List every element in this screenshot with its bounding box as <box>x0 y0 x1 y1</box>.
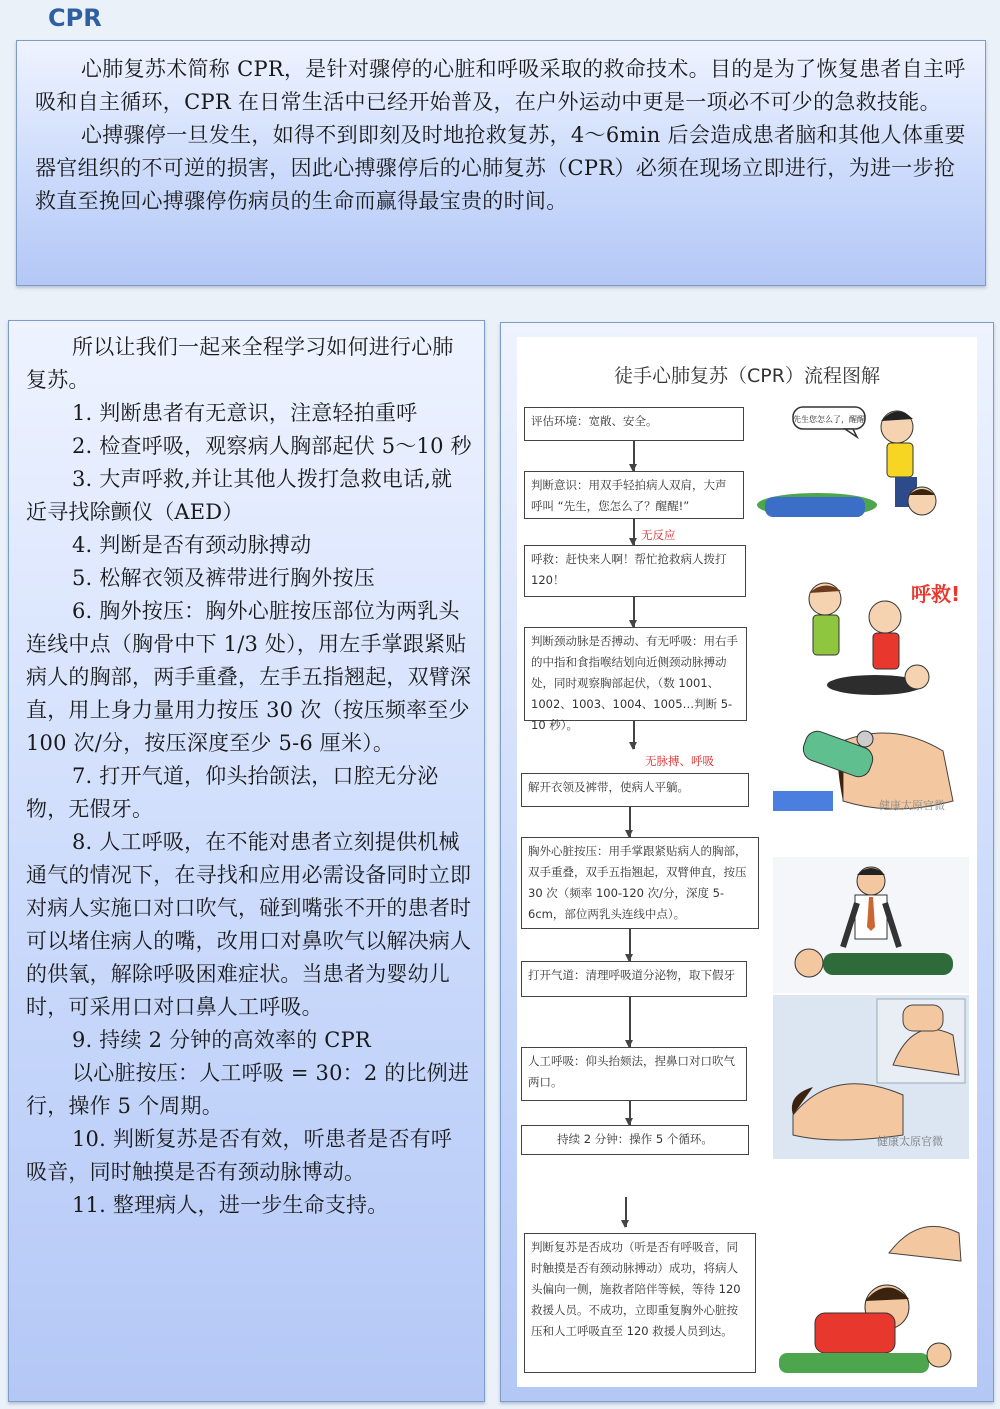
help-shout-text: 呼救! <box>911 582 961 606</box>
flow-box-call-help: 呼救：赶快来人啊！帮忙抢救病人拨打 120！ <box>524 545 746 597</box>
step-item: 8. 人工呼吸，在不能对患者立刻提供机械通气的情况下，在寻找和应用必需设备同时立即对病人实施口对口吹气，碰到嘴张不开的患者时可以堵住病人的嘴，改用口对鼻吹气以解决病人的供氧，解除呼吸困难症状。当患者为婴幼儿时，可采用口对口鼻人工呼吸。 <box>26 830 472 1019</box>
flow-arrow <box>629 929 631 961</box>
step-item: 6. 胸外按压：胸外心脏按压部位为两乳头连线中点（胸骨中下 1/3 处），用左手掌跟紧贴病人的胸部，两手重叠，左手五指翘起，双臂深直，用上身力量用力按压 30 次（按压频率至少 100 次/分，按压深度至少 5-6 厘米）。 <box>26 599 472 755</box>
flowchart-canvas <box>517 337 977 1387</box>
step-item: 11. 整理病人，进一步生命支持。 <box>72 1193 389 1217</box>
flow-box-consciousness: 判断意识：用双手轻拍病人双肩，大声呼叫 “先生，您怎么了？醒醒!” <box>524 471 744 519</box>
intro-panel <box>16 40 986 286</box>
illustration-chest-compression <box>773 857 969 993</box>
intro-paragraph: 心肺复苏术简称 CPR，是针对骤停的心脏和呼吸采取的救命技术。目的是为了恢复患者自主呼吸和自主循环，CPR 在日常生活中已经开始普及，在户外运动中更是一项必不可少的急救技能。 <box>35 57 966 114</box>
step-item: 10. 判断复苏是否有效，听患者是否有呼吸音，同时触摸是否有颈动脉博动。 <box>26 1127 453 1184</box>
flow-box-compression: 胸外心脏按压：用手掌跟紧贴病人的胸部，双手重叠，双手五指翘起，双臂伸直，按压 30 次（频率 100-120 次/分，深度 5-6cm，部位两乳头连线中点）。 <box>521 837 759 929</box>
illustration-airway-breathing <box>773 995 969 1159</box>
intro-paragraph: 心搏骤停一旦发生，如得不到即刻及时地抢救复苏，4～6min 后会造成患者脑和其他人体重要器官组织的不可逆的损害，因此心搏骤停后的心肺复苏（CPR）必须在现场立即进行，为进一步抢救直至挽回心搏骤停伤病员的生命而赢得最宝贵的时间。 <box>35 123 966 213</box>
illustration-call-help <box>785 573 961 713</box>
step-item: 1. 判断患者有无意识，注意轻拍重呼 <box>72 401 418 425</box>
flow-arrow <box>633 721 635 749</box>
speech-bubble-text: 先生您怎么了，醒醒 <box>793 415 865 424</box>
step-item: 7. 打开气道，仰头抬颌法，口腔无分泌物，无假牙。 <box>26 764 439 821</box>
flow-box-breathing: 人工呼吸：仰头抬颏法，捏鼻口对口吹气两口。 <box>521 1047 747 1101</box>
flow-arrow <box>633 519 635 545</box>
flow-arrow <box>629 807 631 837</box>
flowchart-title: 徒手心肺复苏（CPR）流程图解 <box>614 365 880 387</box>
label-no-response: 无反应 <box>641 528 676 542</box>
flow-arrow <box>629 997 631 1047</box>
step-item: 4. 判断是否有颈动脉搏动 <box>72 533 312 557</box>
step-item: 5. 松解衣领及裤带进行胸外按压 <box>72 566 375 590</box>
steps-intro: 所以让我们一起来全程学习如何进行心肺复苏。 <box>26 335 454 392</box>
flow-arrow <box>633 597 635 627</box>
flow-arrow <box>625 1197 627 1227</box>
flow-box-continue: 持续 2 分钟：操作 5 个循环。 <box>521 1125 749 1155</box>
flow-box-assess-success: 判断复苏是否成功（听是否有呼吸音，同时触摸是否有颈动脉搏动）成功，将病人头偏向一侧，施救者陪伴等候，等待 120 救援人员。不成功，立即重复胸外心脏按压和人工呼吸直至 120 救援人员到达。 <box>524 1233 756 1373</box>
flow-box-pulse-check: 判断颈动脉是否搏动、有无呼吸：用右手的中指和食指喉结划向近侧颈动脉搏动处，同时观察胸部起伏，（数 1001、1002、1003、1004、1005…判断 5-10 秒）。 <box>524 627 747 721</box>
step-item: 以心脏按压：人工呼吸 = 30：2 的比例进行，操作 5 个周期。 <box>26 1061 470 1118</box>
label-no-pulse: 无脉搏、呼吸 <box>645 754 714 768</box>
step-item: 9. 持续 2 分钟的高效率的 CPR <box>72 1028 371 1052</box>
flow-arrow <box>633 441 635 471</box>
steps-panel <box>8 320 485 1402</box>
page-title: CPR <box>48 4 102 32</box>
illustration-check-consciousness <box>757 397 967 537</box>
illustration-pulse-check <box>773 721 969 817</box>
flow-box-loosen: 解开衣领及裤带，使病人平躺。 <box>521 773 749 807</box>
flowchart-panel <box>500 322 994 1402</box>
flow-box-airway: 打开气道：清理呼吸道分泌物，取下假牙 <box>521 961 747 997</box>
watermark-2: 健康太原官微 <box>877 1135 943 1148</box>
illustration-recovery <box>779 1203 969 1379</box>
step-item: 3. 大声呼救,并让其他人拨打急救电话,就近寻找除颤仪（AED） <box>26 467 453 524</box>
step-item: 2. 检查呼吸，观察病人胸部起伏 5～10 秒 <box>72 434 472 458</box>
flow-arrow <box>629 1101 631 1125</box>
flow-box-assess: 评估环境：宽敞、安全。 <box>524 407 744 441</box>
watermark-1: 健康太原官微 <box>879 799 945 812</box>
